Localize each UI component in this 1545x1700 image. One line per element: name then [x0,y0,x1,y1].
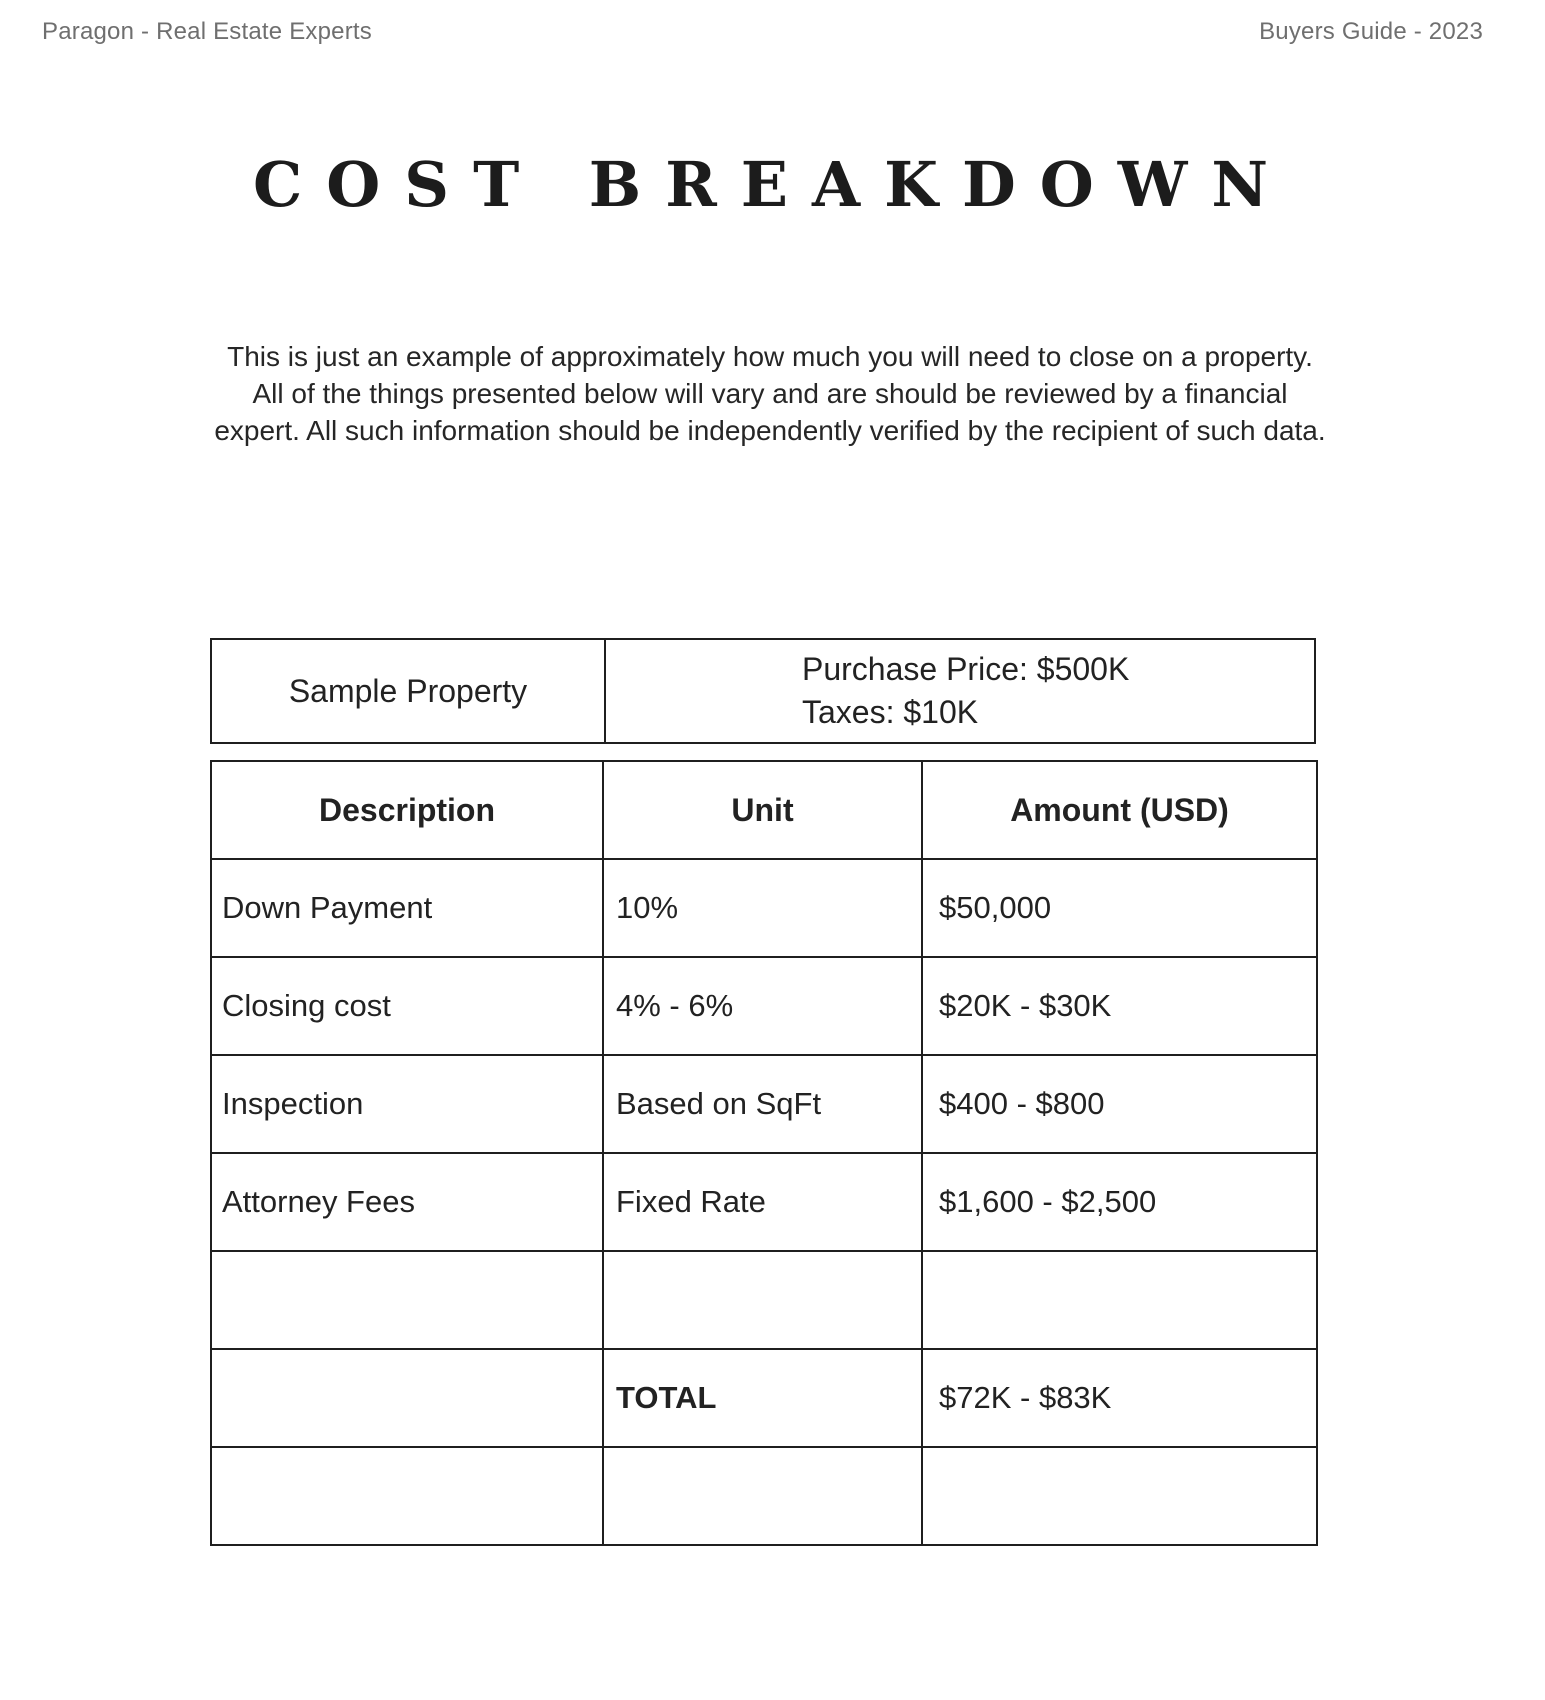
row-unit: Fixed Rate [603,1153,922,1251]
empty-cell [211,1251,603,1349]
empty-cell [211,1349,603,1447]
header-guide-title: Buyers Guide - 2023 [1259,18,1483,45]
row-unit: Based on SqFt [603,1055,922,1153]
sample-property-box [210,638,1316,744]
row-unit: 4% - 6% [603,957,922,1055]
header-unit: Unit [603,761,922,859]
header-description: Description [211,761,603,859]
row-description: Inspection [211,1055,603,1153]
header-company-name: Paragon - Real Estate Experts [42,18,372,45]
taxes: Taxes: $10K [802,694,979,730]
empty-cell [211,1447,603,1545]
table-row [211,957,1317,1055]
cost-table [210,760,1318,1546]
table-row-empty [211,1251,1317,1349]
table-row-empty [211,1447,1317,1545]
sample-property-label: Sample Property [212,640,606,742]
page-title: COST BREAKDOWN [252,148,1293,221]
row-amount: $50,000 [922,859,1317,957]
empty-cell [603,1447,922,1545]
row-description: Down Payment [211,859,603,957]
intro-paragraph: This is just an example of approximately how much you will need to close on a property. All of the things presented below will vary and are should be reviewed by a financial expert. All such information should be independently verified by the recipient of such data. [214,341,1326,446]
empty-cell [922,1447,1317,1545]
header-amount: Amount (USD) [922,761,1317,859]
row-amount: $20K - $30K [922,957,1317,1055]
row-amount: $400 - $800 [922,1055,1317,1153]
table-row-total [211,1349,1317,1447]
purchase-price: Purchase Price: $500K [802,651,1130,687]
sample-property-details [606,640,1314,742]
row-amount: $1,600 - $2,500 [922,1153,1317,1251]
row-unit: 10% [603,859,922,957]
table-header-row [211,761,1317,859]
table-row [211,859,1317,957]
total-amount: $72K - $83K [922,1349,1317,1447]
table-row [211,1055,1317,1153]
total-label: TOTAL [603,1349,922,1447]
row-description: Closing cost [211,957,603,1055]
row-description: Attorney Fees [211,1153,603,1251]
empty-cell [922,1251,1317,1349]
table-row [211,1153,1317,1251]
empty-cell [603,1251,922,1349]
